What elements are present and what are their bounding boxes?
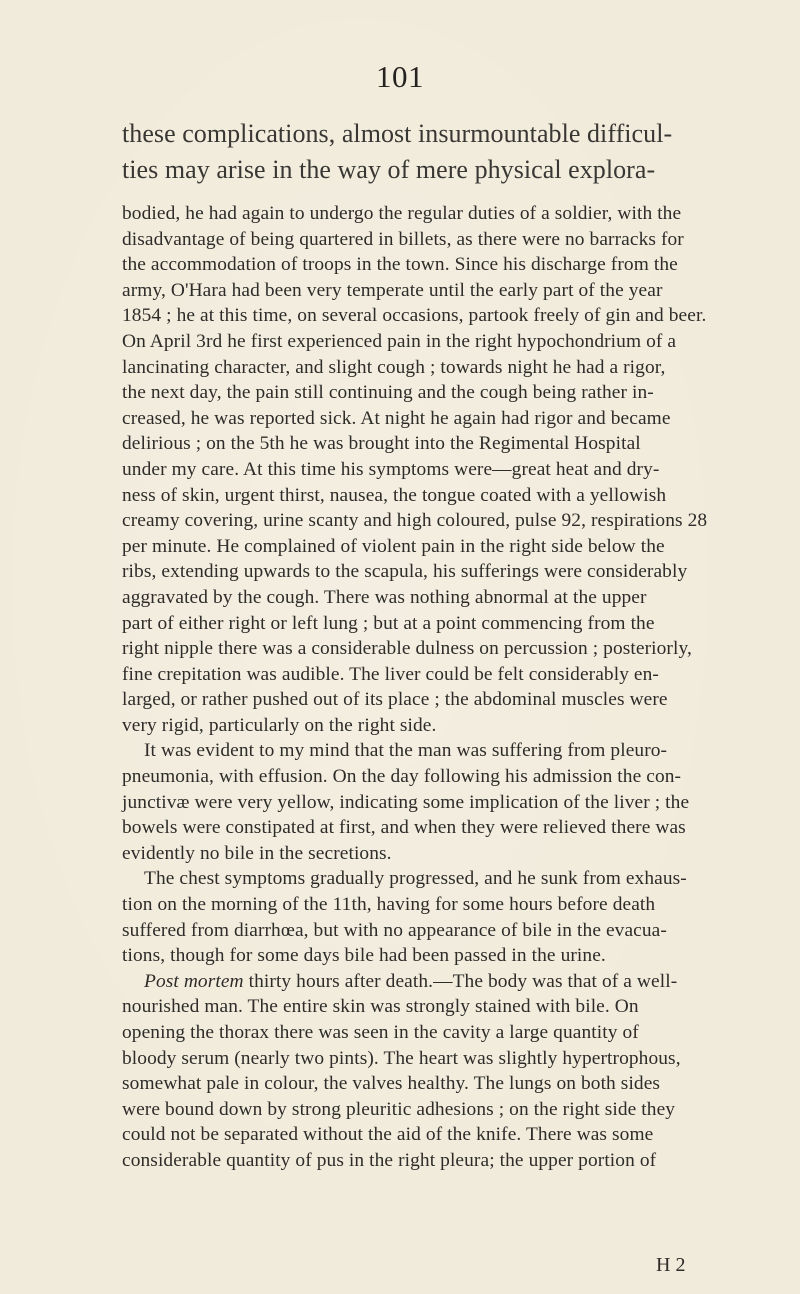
body-line: suffered from diarrhœa, but with no appearance of bile in the evacua- [122, 919, 667, 941]
body-line: bowels were constipated at first, and when they were relieved there was [122, 817, 686, 839]
post-mortem-line-rest: thirty hours after death.—The body was that of a well- [243, 970, 678, 992]
body-text [122, 201, 744, 1174]
body-line [122, 969, 744, 995]
body-line: very rigid, particularly on the right side. [122, 714, 437, 736]
body-line: larged, or rather pushed out of its place ; the abdominal muscles were [122, 689, 668, 711]
body-line: The chest symptoms gradually progressed, and he sunk from exhaus- [144, 868, 687, 890]
body-line: the accommodation of troops in the town. Since his discharge from the [122, 254, 678, 276]
body-line: army, O'Hara had been very temperate until the early part of the year [122, 279, 663, 301]
body-line: aggravated by the cough. There was nothing abnormal at the upper [122, 586, 647, 608]
body-line: part of either right or left lung ; but at a point commencing from the [122, 612, 655, 634]
body-line: On April 3rd he first experienced pain in the right hypochondrium of a [122, 330, 677, 352]
body-line: the next day, the pain still continuing and the cough being rather in- [122, 382, 654, 404]
body-line: opening the thorax there was seen in the cavity a large quantity of [122, 1022, 639, 1043]
body-line: lancinating character, and slight cough ; towards night he had a rigor, [122, 356, 666, 378]
body-line: pneumonia, with effusion. On the day following his admission the con- [122, 766, 682, 788]
body-line: 1854 ; he at this time, on several occasions, partook freely of gin and beer. [122, 305, 707, 327]
heading-fragment-line: these complications, almost insurmountable difficul- [122, 119, 673, 148]
body-line: evidently no bile in the secretions. [122, 842, 392, 864]
body-line: bodied, he had again to undergo the regular duties of a soldier, with the [122, 203, 682, 224]
post-mortem-heading: Post mortem [144, 970, 244, 992]
body-line: creamy covering, urine scanty and high coloured, pulse 92, respirations 28 [122, 510, 708, 532]
page-number: 101 [376, 59, 424, 94]
body-line: bloody serum (nearly two pints). The heart was slightly hypertrophous, [122, 1047, 681, 1069]
body-line: It was evident to my mind that the man was suffering from pleuro- [144, 740, 668, 762]
body-line: per minute. He complained of violent pain in the right side below the [122, 535, 665, 557]
heading-fragment [122, 116, 744, 188]
body-line: junctivæ were very yellow, indicating some implication of the liver ; the [122, 791, 690, 813]
body-line: fine crepitation was audible. The liver could be felt considerably en- [122, 663, 659, 685]
body-line: disadvantage of being quartered in billets, as there were no barracks for [122, 228, 684, 250]
body-line: could not be separated without the aid of the knife. There was some [122, 1124, 654, 1146]
signature-mark: H 2 [656, 1254, 686, 1276]
heading-fragment-line: ties may arise in the way of mere physical explora- [122, 155, 656, 184]
body-line: tions, though for some days bile had been passed in the urine. [122, 945, 606, 967]
body-line: creased, he was reported sick. At night he again had rigor and became [122, 407, 671, 429]
body-line: tion on the morning of the 11th, having for some hours before death [122, 894, 656, 916]
body-line: ribs, extending upwards to the scapula, his sufferings were considerably [122, 561, 688, 583]
body-line: were bound down by strong pleuritic adhesions ; on the right side they [122, 1098, 676, 1120]
body-line: nourished man. The entire skin was strongly stained with bile. On [122, 996, 639, 1018]
body-line: right nipple there was a considerable dulness on percussion ; posteriorly, [122, 638, 692, 660]
body-line: under my care. At this time his symptoms were—great heat and dry- [122, 458, 660, 480]
body-line: somewhat pale in colour, the valves healthy. The lungs on both sides [122, 1073, 661, 1095]
body-line: considerable quantity of pus in the right pleura; the upper portion of [122, 1149, 657, 1171]
body-line: ness of skin, urgent thirst, nausea, the tongue coated with a yellowish [122, 484, 667, 506]
body-line: delirious ; on the 5th he was brought into the Regimental Hospital [122, 433, 641, 455]
